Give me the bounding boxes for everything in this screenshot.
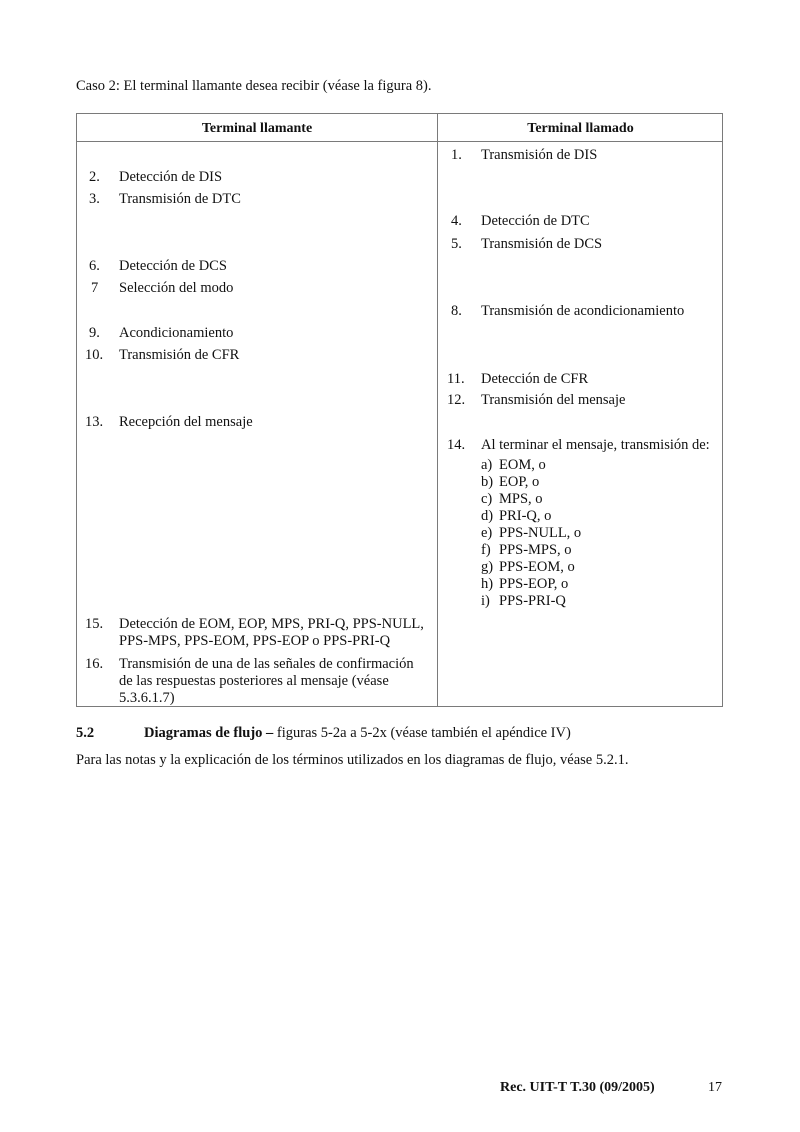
column-divider — [437, 114, 438, 706]
table-caption: Caso 2: El terminal llamante desea recibir (véase la figura 8). — [76, 78, 432, 94]
sub-item: h) PPS-EOP, o — [481, 576, 569, 592]
sub-item: a) EOM, o — [481, 457, 546, 473]
footer-reference: Rec. UIT-T T.30 (09/2005) — [500, 1080, 655, 1095]
section-subtitle: figuras 5-2a a 5-2x (véase también el apéndice IV) — [273, 725, 571, 741]
sub-item: g) PPS-EOM, o — [481, 559, 575, 575]
section-number: 5.2 — [76, 725, 95, 741]
header-called-terminal: Terminal llamado — [527, 121, 634, 136]
page-number: 17 — [708, 1080, 722, 1095]
sub-item: c) MPS, o — [481, 491, 543, 507]
procedure-table: Terminal llamante Terminal llamado 2. Detección de DIS 3. Transmisión de DTC 6. Detección de DCS 7 Selección del modo 9. Acondicionamiento 10. Transmisión de CFR 13. Recepción del mensaje 15. Detección de EOM, EOP, MPS, PRI-Q, PPS-NULL, PPS-MPS, PPS-EOM, PPS-EOP o PPS-PRI-Q 16. Transmisión de una de las señales de confirmación de las respuestas posteriores al mensaje (véase 5.3.6.1.7) 1. Transmisión de DIS 4. Detección de DTC 5. Transmisión de DCS 8. Transmisión de acondicionamiento 11. Detección de CFR 12. Transmisión del mensaje 14. Al terminar el mensaje, transmisión de: a) EOM, o b) EOP, o c) MPS, o d) PRI-Q, o e) PPS-NULL, o f) PPS-MPS, o g) PPS-EOM, o h) PPS-EOP, o i) PPS-PRI-Q — [76, 113, 723, 707]
header-calling-terminal: Terminal llamante — [201, 121, 313, 136]
sub-item: i) PPS-PRI-Q — [481, 593, 566, 609]
sub-item: e) PPS-NULL, o — [481, 525, 582, 541]
section-heading — [76, 725, 571, 742]
header-divider — [77, 141, 722, 142]
sub-item: d) PRI-Q, o — [481, 508, 552, 524]
section-title: Diagramas de flujo – — [144, 725, 274, 741]
sub-item: b) EOP, o — [481, 474, 540, 490]
sub-item: f) PPS-MPS, o — [481, 542, 572, 558]
body-paragraph: Para las notas y la explicación de los términos utilizados en los diagramas de flujo, véase 5.2.1. — [76, 752, 629, 768]
